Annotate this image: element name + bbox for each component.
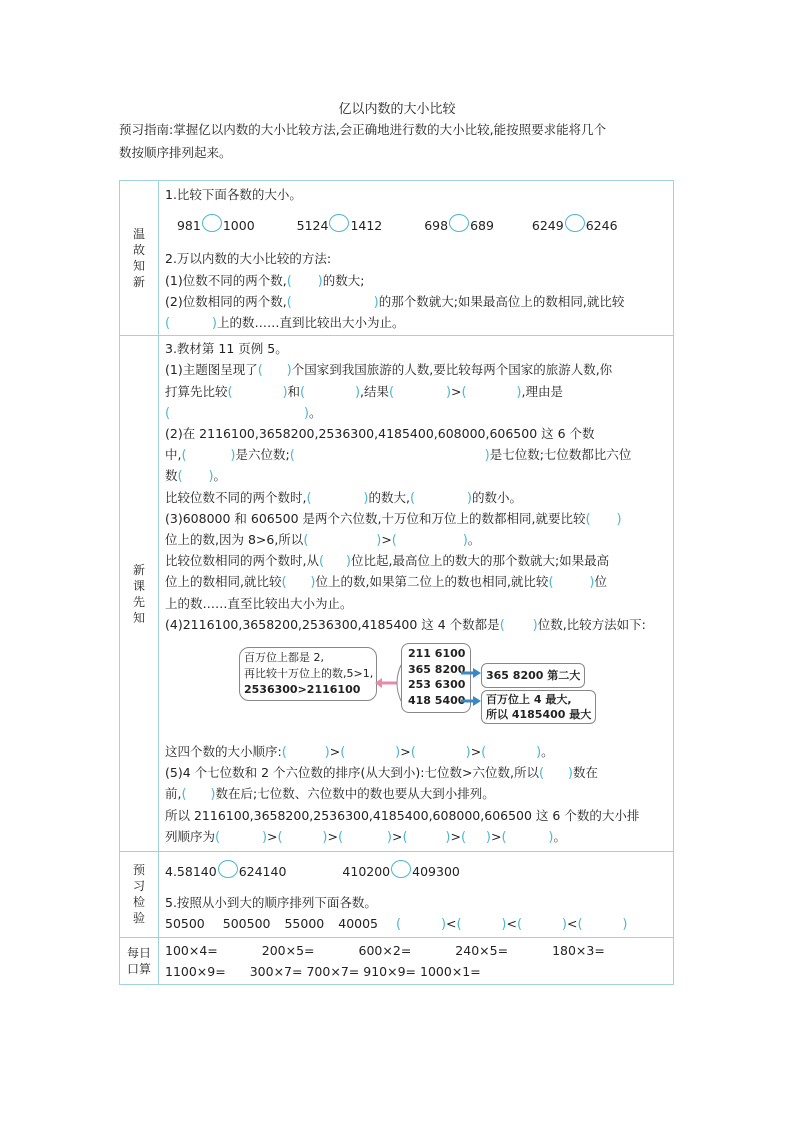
intro-line-2: 数按顺序排列起来。 xyxy=(119,145,232,160)
check-q4: 4.58140 624140 410200 409300 xyxy=(165,860,673,882)
answer-blank[interactable] xyxy=(282,744,330,759)
comparison-diagram xyxy=(235,641,615,733)
answer-blank[interactable] xyxy=(319,553,351,568)
answer-blank[interactable] xyxy=(389,384,451,399)
num: 5124 xyxy=(296,218,329,234)
p2-line3: 数( ) 。 xyxy=(165,465,673,486)
answer-blank[interactable] xyxy=(410,490,472,505)
answer-blank[interactable] xyxy=(539,765,573,780)
answer-blank[interactable] xyxy=(411,744,471,759)
p8-line1: (5)4 个七位数和 2 个六位数的排序(从大到小):七位数>六位数,所以( ) 数在 xyxy=(165,762,673,783)
num: 1412 xyxy=(350,218,383,234)
page-title: 亿以内数的大小比较 xyxy=(338,102,456,117)
diagram-blue-arrows xyxy=(461,663,483,713)
p2-line1: (2)在 2116100,3658200,2536300,4185400,608000,606500 这 6 个数 xyxy=(165,426,595,442)
check-q5: 5.按照从小到大的顺序排列下面各数。 xyxy=(165,895,377,911)
check-content xyxy=(159,852,674,938)
compare-circle[interactable] xyxy=(202,214,222,232)
diagram-arrows xyxy=(373,661,403,721)
answer-blank[interactable] xyxy=(517,916,567,931)
p9-line1: 所以 2116100,3658200,2536300,4185400,608000,606500 这 6 个数的大小排 xyxy=(165,807,640,823)
answer-blank[interactable] xyxy=(396,916,446,931)
answer-blank[interactable] xyxy=(165,315,217,330)
intro-line-1: 预习指南:掌握亿以内数的大小比较方法,会正确地进行数的大小比较,能按照要求能将几个 xyxy=(119,122,607,137)
compare-circle[interactable] xyxy=(329,214,349,232)
answer-blank[interactable] xyxy=(461,829,491,844)
worksheet-table xyxy=(119,180,674,985)
lesson-head: 3.教材第 11 页例 5。 xyxy=(165,341,288,357)
answer-blank[interactable] xyxy=(501,829,553,844)
section-label-check: 预习检验 xyxy=(120,852,159,938)
answer-blank[interactable] xyxy=(481,744,541,759)
answer-blank[interactable] xyxy=(215,829,267,844)
num: 6249 xyxy=(531,218,564,234)
compare-circle[interactable] xyxy=(218,860,238,878)
answer-blank[interactable] xyxy=(278,829,328,844)
check-q5-nums: 50500 500500 55000 40005( ) <( ) <( ) <( ) xyxy=(165,913,673,934)
answer-blank[interactable] xyxy=(181,786,215,801)
diagram-note-left: 百万位上都是 2, 再比较十万位上的数,5>1, 2536300>2116100 xyxy=(239,647,377,701)
diagram-numbers: 211 6100 365 8200 253 6300 418 5400 xyxy=(401,643,471,713)
p1-line2: 打算先比较( ) 和( ) ,结果( ) >( ) ,理由是 xyxy=(165,381,673,402)
p5-line1: 比较位数相同的两个数时,从( ) 位比起,最高位上的数大的那个数就大;如果最高 xyxy=(165,550,673,571)
num: 698 xyxy=(424,218,449,234)
num: 1000 xyxy=(222,218,255,234)
answer-blank[interactable] xyxy=(340,744,400,759)
compare-circle[interactable] xyxy=(449,214,469,232)
answer-blank[interactable] xyxy=(228,384,288,399)
review-rule-1: (1)位数不同的两个数,( ) 的数大; xyxy=(165,270,673,291)
review-rule-2: (2)位数相同的两个数,( ) 的那个数就大;如果最高位上的数相同,就比较 xyxy=(165,291,673,312)
pink-arrow-head xyxy=(375,678,382,688)
p1-line3: ( )。 xyxy=(165,402,673,423)
daily-content xyxy=(159,937,674,984)
answer-blank[interactable] xyxy=(457,916,507,931)
answer-blank[interactable] xyxy=(165,405,309,420)
answer-blank[interactable] xyxy=(300,384,360,399)
p8-line2: 前,( ) 数在后;七位数、六位数中的数也要从大到小排列。 xyxy=(165,783,673,804)
diagram-result-second: 365 8200 第二大 xyxy=(481,663,585,688)
compare-circle[interactable] xyxy=(565,214,585,232)
answer-blank[interactable] xyxy=(577,916,627,931)
diagram-result-largest: 百万位上 4 最大, 所以 4185400 最大 xyxy=(481,690,596,724)
num: 981 xyxy=(176,218,201,234)
new-content xyxy=(159,336,674,852)
answer-blank[interactable] xyxy=(392,532,468,547)
answer-blank[interactable] xyxy=(287,294,379,309)
blue-arrow-head xyxy=(473,696,481,706)
answer-blank[interactable] xyxy=(281,574,315,589)
answer-blank[interactable] xyxy=(258,362,292,377)
p4-line2: 位上的数,因为 8>6,所以( ) >( ) 。 xyxy=(165,529,673,550)
answer-blank[interactable] xyxy=(548,574,594,589)
answer-blank[interactable] xyxy=(462,384,522,399)
section-label-review: 温故知新 xyxy=(120,181,159,336)
answer-blank[interactable] xyxy=(402,829,450,844)
p5-line2: 位上的数相同,就比较( ) 位上的数,如果第二位上的数也相同,就比较( ) 位 xyxy=(165,571,673,592)
p9-line2: 列顺序为( ) >( ) >( ) >( ) >( ) >( ) 。 xyxy=(165,826,673,847)
num: 6246 xyxy=(585,218,618,234)
answer-blank[interactable] xyxy=(586,511,622,526)
answer-blank[interactable] xyxy=(338,829,392,844)
review-rule-3: ( )上的数……直到比较出大小为止。 xyxy=(165,312,673,333)
p3-line: 比较位数不同的两个数时,( ) 的数大,( ) 的数小。 xyxy=(165,487,673,508)
p6-line: (4)2116100,3658200,2536300,4185400 这 4 个数都是( ) 位数,比较方法如下: xyxy=(165,614,673,635)
p7-line: 这四个数的大小顺序:( ) >( ) >( ) >( ) 。 xyxy=(165,741,673,762)
p5-line3: 上的数……直至比较出大小为止。 xyxy=(165,595,353,611)
review-content xyxy=(159,181,674,336)
p1-line1: (1)主题图呈现了( ) 个国家到我国旅游的人数,要比较每两个国家的旅游人数,你 xyxy=(165,359,673,380)
answer-blank[interactable] xyxy=(500,617,538,632)
answer-blank[interactable] xyxy=(303,532,381,547)
section-label-new: 新课先知 xyxy=(120,336,159,852)
answer-blank[interactable] xyxy=(181,447,235,462)
daily-row-2: 1100×9= 300×7= 700×7= 910×9= 1000×1= xyxy=(165,963,481,979)
intro-text xyxy=(119,118,679,164)
compare-row xyxy=(167,214,673,236)
review-q2: 2.万以内数的大小比较的方法: xyxy=(165,251,332,267)
answer-blank[interactable] xyxy=(287,273,323,288)
section-label-daily: 每日口算 xyxy=(120,937,159,984)
daily-row-1: 100×4= 200×5= 600×2= 240×5= 180×3= xyxy=(165,942,605,958)
answer-blank[interactable] xyxy=(178,468,214,483)
answer-blank[interactable] xyxy=(306,490,368,505)
p4-line1: (3)608000 和 606500 是两个六位数,十万位和万位上的数都相同,就要比较( ) xyxy=(165,508,673,529)
blue-arrow-head xyxy=(473,668,481,678)
p2-line2: 中,( ) 是六位数;( ) 是七位数;七位数都比六位 xyxy=(165,444,673,465)
review-q1: 1.比较下面各数的大小。 xyxy=(165,187,302,202)
compare-circle[interactable] xyxy=(391,860,411,878)
num: 689 xyxy=(470,218,494,234)
answer-blank[interactable] xyxy=(290,447,490,462)
